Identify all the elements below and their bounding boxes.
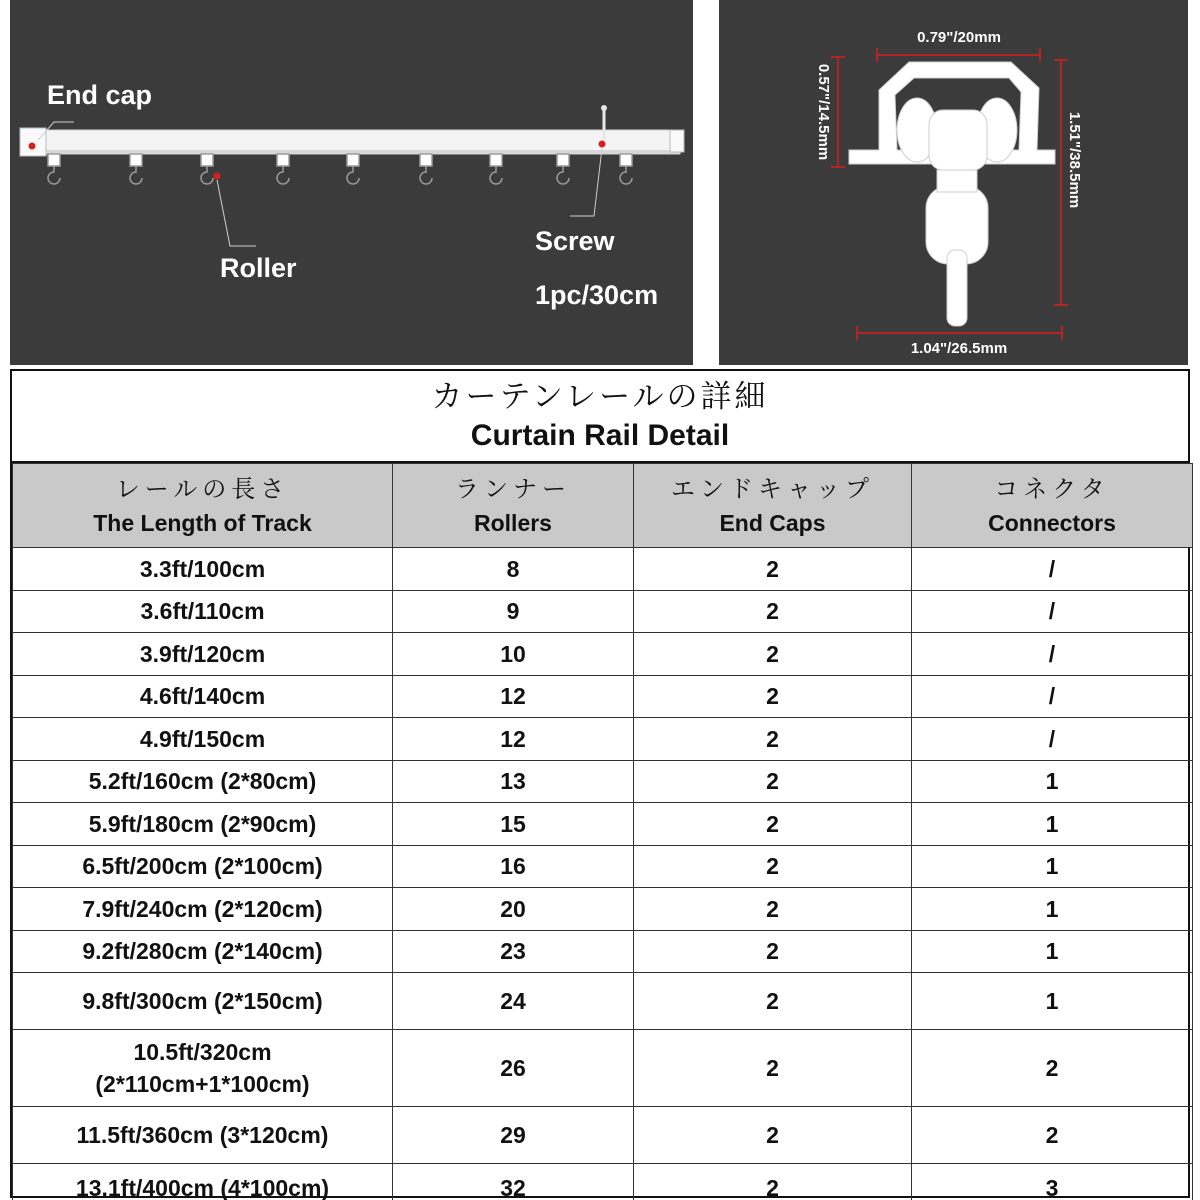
cell-connectors: /: [912, 590, 1193, 633]
roller: [490, 154, 502, 184]
table-row: [13, 888, 1193, 931]
cell-end-caps: 2: [634, 930, 912, 973]
cell-end-caps: 2: [634, 548, 912, 591]
cell-connectors: 2: [912, 1107, 1193, 1164]
height-small-label: 0.57"/14.5mm: [815, 63, 832, 161]
cell-length: 13.1ft/400cm (4*100cm): [13, 1164, 393, 1200]
cell-connectors: /: [912, 675, 1193, 718]
roller: [277, 154, 289, 184]
table-row: [13, 590, 1193, 633]
cell-rollers: 13: [393, 760, 634, 803]
cell-end-caps: 2: [634, 803, 912, 846]
profile-diagram: [719, 0, 1188, 365]
cell-end-caps: 2: [634, 633, 912, 676]
end-cap-label: End cap: [47, 80, 153, 110]
cell-length: 6.5ft/200cm (2*100cm): [13, 845, 393, 888]
cell-length: 11.5ft/360cm (3*120cm): [13, 1107, 393, 1164]
cell-length: 9.2ft/280cm (2*140cm): [13, 930, 393, 973]
end-cap-left: [20, 128, 46, 156]
rail-photo-panel: [10, 0, 693, 365]
cell-connectors: /: [912, 633, 1193, 676]
cell-end-caps: 2: [634, 845, 912, 888]
roller: [48, 154, 60, 184]
height-total-label: 1.51"/38.5mm: [1066, 111, 1083, 209]
rail-profile: [849, 62, 1055, 326]
cell-length-line2: (2*110cm+1*100cm): [95, 1071, 310, 1097]
roller-marker: [214, 173, 221, 180]
table-row: [13, 1164, 1193, 1200]
end-cap-marker: [29, 143, 36, 150]
cell-rollers: 9: [393, 590, 634, 633]
roller: [557, 154, 569, 184]
cell-end-caps: 2: [634, 1030, 912, 1107]
table-row: [13, 1030, 1193, 1107]
cell-rollers: 16: [393, 845, 634, 888]
table-row: [13, 718, 1193, 761]
cell-length: 3.9ft/120cm: [13, 633, 393, 676]
table-header-row: [13, 464, 1193, 548]
cell-connectors: 1: [912, 760, 1193, 803]
table-title-en: Curtain Rail Detail: [470, 419, 730, 452]
cell-end-caps: 2: [634, 973, 912, 1030]
roller: [130, 154, 142, 184]
end-cap-right: [670, 130, 684, 152]
cell-connectors: /: [912, 548, 1193, 591]
cell-connectors: 1: [912, 973, 1193, 1030]
cell-rollers: 15: [393, 803, 634, 846]
cell-length: 9.8ft/300cm (2*150cm): [13, 973, 393, 1030]
cell-rollers: 12: [393, 675, 634, 718]
cell-length-line1: 10.5ft/320cm: [133, 1039, 272, 1065]
screw-spec-label: 1pc/30cm: [535, 280, 659, 310]
table-row: [13, 930, 1193, 973]
table-row: [13, 548, 1193, 591]
cell-rollers: 26: [393, 1030, 634, 1107]
cell-length: 4.6ft/140cm: [13, 675, 393, 718]
cell-connectors: 1: [912, 930, 1193, 973]
profile-diagram-panel: [719, 0, 1188, 365]
header-end-caps: エンドキャップ End Caps: [634, 464, 912, 548]
screw-leader: [570, 148, 602, 216]
rollers: [48, 154, 632, 184]
cell-length: 4.9ft/150cm: [13, 718, 393, 761]
cell-connectors: 1: [912, 803, 1193, 846]
table-row: [13, 1107, 1193, 1164]
table-row: [13, 675, 1193, 718]
cell-length: 5.9ft/180cm (2*90cm): [13, 803, 393, 846]
cell-rollers: 20: [393, 888, 634, 931]
table-row: [13, 633, 1193, 676]
cell-rollers: 12: [393, 718, 634, 761]
roller-leader: [217, 180, 256, 246]
roller: [201, 154, 213, 184]
cell-end-caps: 2: [634, 1107, 912, 1164]
cell-rollers: 24: [393, 973, 634, 1030]
cell-end-caps: 2: [634, 1164, 912, 1200]
screw-marker: [599, 141, 606, 148]
roller: [620, 154, 632, 184]
roller-label: Roller: [220, 253, 297, 283]
cell-length: 5.2ft/160cm (2*80cm): [13, 760, 393, 803]
table-title-jp: カーテンレールの詳細: [431, 379, 769, 415]
cell-connectors: 2: [912, 1030, 1193, 1107]
table-row: [13, 973, 1193, 1030]
cell-length: [13, 1030, 393, 1107]
cell-length: 3.3ft/100cm: [13, 548, 393, 591]
cell-end-caps: 2: [634, 888, 912, 931]
screw-label: Screw: [535, 226, 615, 256]
cell-length: 3.6ft/110cm: [13, 590, 393, 633]
cell-rollers: 8: [393, 548, 634, 591]
roller: [347, 154, 359, 184]
cell-connectors: 1: [912, 845, 1193, 888]
cell-end-caps: 2: [634, 760, 912, 803]
cell-connectors: 3: [912, 1164, 1193, 1200]
width-bottom-label: 1.04"/26.5mm: [910, 340, 1008, 357]
header-length: レールの長さ The Length of Track: [13, 464, 393, 548]
header-connectors: コネクタ Connectors: [912, 464, 1193, 548]
cell-connectors: /: [912, 718, 1193, 761]
cell-rollers: 23: [393, 930, 634, 973]
cell-end-caps: 2: [634, 675, 912, 718]
cell-rollers: 32: [393, 1164, 634, 1200]
header-rollers: ランナー Rollers: [393, 464, 634, 548]
roller: [420, 154, 432, 184]
cell-connectors: 1: [912, 888, 1193, 931]
cell-rollers: 29: [393, 1107, 634, 1164]
cell-length: 7.9ft/240cm (2*120cm): [13, 888, 393, 931]
table-title: [12, 371, 1188, 463]
rail-detail-table-container: [10, 369, 1190, 1198]
table-row: [13, 845, 1193, 888]
cell-end-caps: 2: [634, 718, 912, 761]
rail-detail-table: [12, 463, 1193, 1200]
table-row: [13, 760, 1193, 803]
cell-rollers: 10: [393, 633, 634, 676]
cell-end-caps: 2: [634, 590, 912, 633]
table-row: [13, 803, 1193, 846]
width-top-label: 0.79"/20mm: [917, 29, 1001, 46]
